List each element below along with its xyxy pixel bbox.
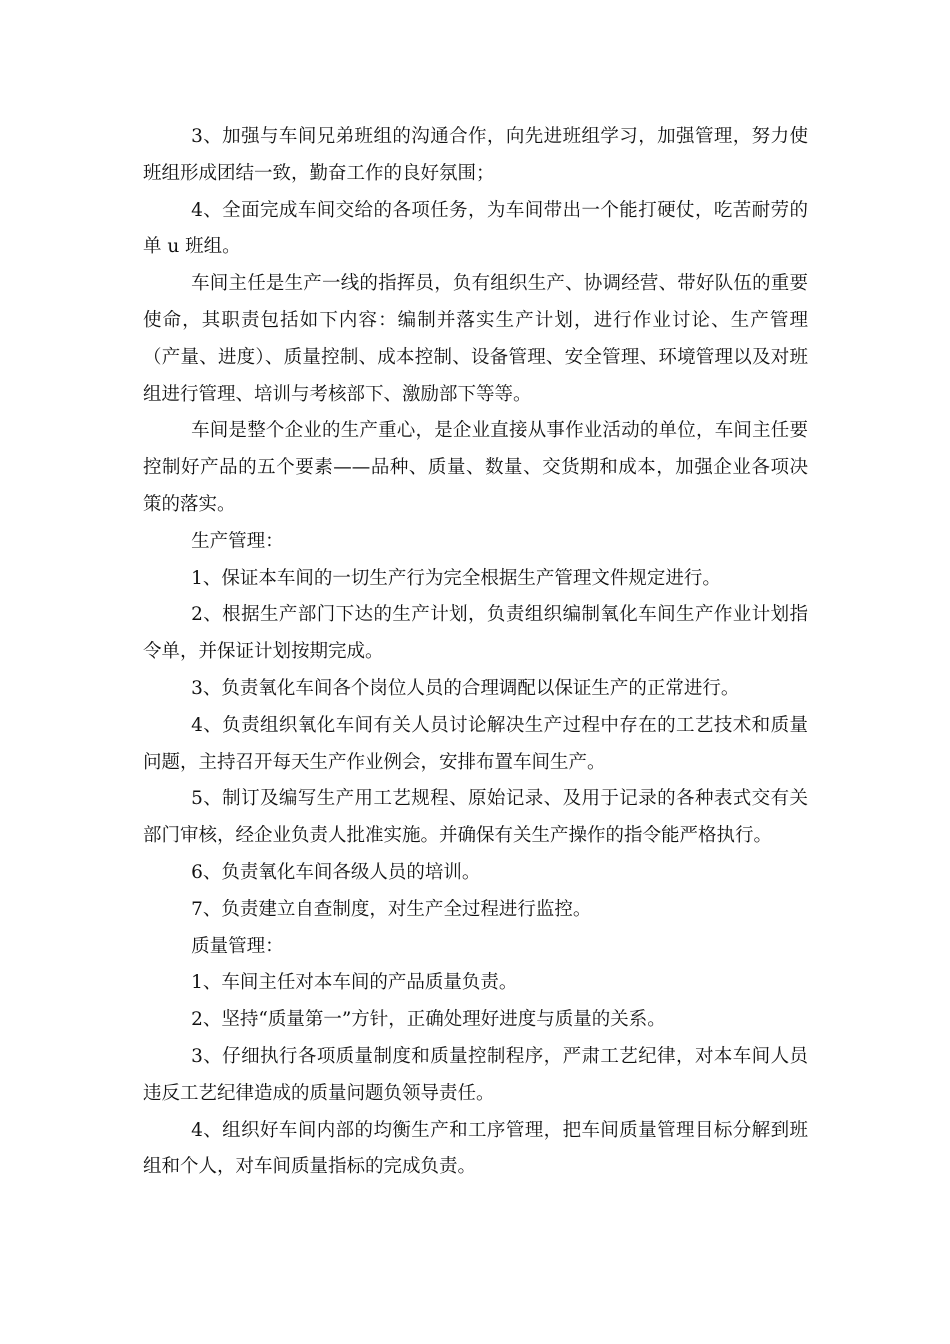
paragraph: 1、车间主任对本车间的产品质量负责。 [191,972,518,994]
document-body [143,119,808,1186]
paragraph: 2、坚持“质量第一”方针，正确处理好进度与质量的关系。 [191,1009,666,1031]
paragraph: 3、仔细执行各项质量制度和质量控制程序，严肃工艺纪律，对本车间人员违反工艺纪律造成的质量问题负领导责任。 [143,1045,808,1104]
paragraph: 3、负责氧化车间各个岗位人员的合理调配以保证生产的正常进行。 [191,677,740,699]
paragraph: 5、制订及编写生产用工艺规程、原始记录、及用于记录的各种表式交有关部门审核，经企业负责人批准实施。并确保有关生产操作的指令能严格执行。 [143,788,808,847]
paragraph: 6、负责氧化车间各级人员的培训。 [191,861,481,883]
paragraph: 4、组织好车间内部的均衡生产和工序管理，把车间质量管理目标分解到班组和个人，对车间质量指标的完成负责。 [143,1119,808,1178]
paragraph: 车间是整个企业的生产重心，是企业直接从事作业活动的单位，车间主任要控制好产品的五个要素——品种、质量、数量、交货期和成本，加强企业各项决策的落实。 [143,420,808,515]
paragraph: 3、加强与车间兄弟班组的沟通合作，向先进班组学习，加强管理，努力使班组形成团结一致，勤奋工作的良好氛围； [143,126,808,184]
paragraph: 2、根据生产部门下达的生产计划，负责组织编制氧化车间生产作业计划指令单，并保证计划按期完成。 [143,604,808,663]
paragraph: 7、负责建立自查制度，对生产全过程进行监控。 [191,898,592,920]
section-heading-quality: 质量管理： [191,935,284,957]
paragraph: 车间主任是生产一线的指挥员，负有组织生产、协调经营、带好队伍的重要使命，其职责包括如下内容：编制并落实生产计划，进行作业讨论、生产管理（产量、进度）、质量控制、成本控制、设备管理、安全管理、环境管理以及对班组进行管理、培训与考核部下、激励部下等等。 [143,273,808,405]
paragraph: 4、负责组织氧化车间有关人员讨论解决生产过程中存在的工艺技术和质量问题，主持召开每天生产作业例会，安排布置车间生产。 [143,714,808,773]
paragraph: 4、全面完成车间交给的各项任务，为车间带出一个能打硬仗，吃苦耐劳的单 u 班组。 [143,199,808,258]
section-heading-production: 生产管理： [191,530,284,552]
paragraph: 1、保证本车间的一切生产行为完全根据生产管理文件规定进行。 [191,567,721,589]
